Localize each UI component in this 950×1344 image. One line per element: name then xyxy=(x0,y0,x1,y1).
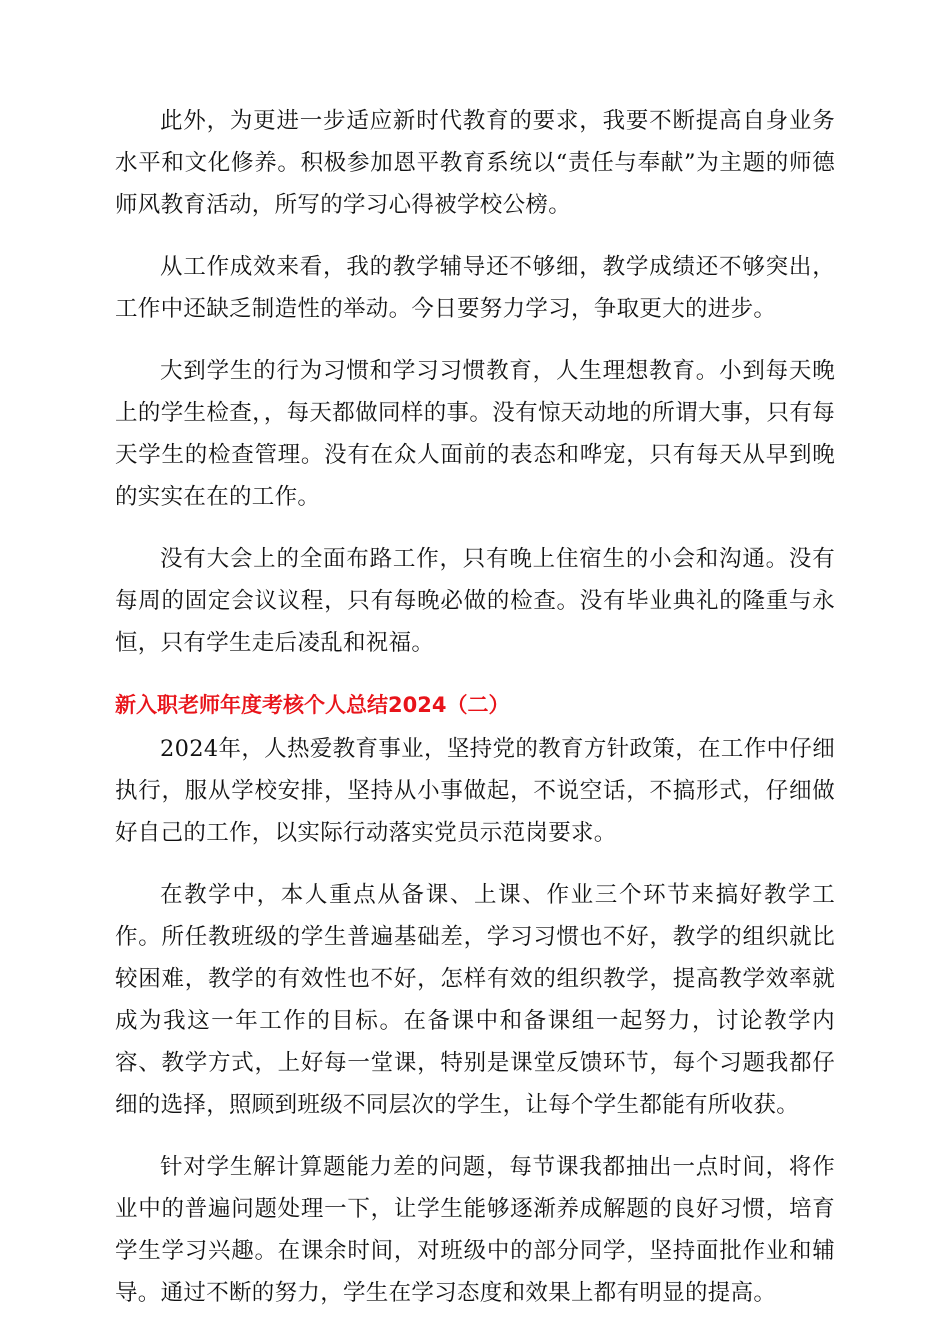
paragraph-daily-education: 大到学生的行为习惯和学习习惯教育，人生理想教育。小到每天晚上的学生检查，，每天都做同样的事。没有惊天动地的所谓大事，只有每天学生的检查管理。没有在众人面前的表态和哗宠，只有每天从早到晚的实实在在的工作。 xyxy=(115,358,835,510)
paragraph-year-summary: 2024年，人热爱教育事业，坚持党的教育方针政策，在工作中仔细执行，服从学校安排，坚持从小事做起，不说空话，不搞形式，仔细做好自己的工作，以实际行动落实党员示范岗要求。 xyxy=(115,736,835,846)
paragraph-student-improvement: 针对学生解计算题能力差的问题，每节课我都抽出一点时间，将作业中的普遍问题处理一下，让学生能够逐渐养成解题的良好习惯，培育学生学习兴趣。在课余时间，对班级中的部分同学，坚持面批作业和辅导。通过不断的努力，学生在学习态度和效果上都有明显的提高。 xyxy=(115,1154,835,1306)
document-body xyxy=(115,100,835,1334)
paragraph-further-improvement: 此外，为更进一步适应新时代教育的要求，我要不断提高自身业务水平和文化修养。积极参加恩平教育系统以“责任与奉献”为主题的师德师风教育活动，所写的学习心得被学校公榜。 xyxy=(115,108,835,218)
paragraph-teaching-work: 在教学中，本人重点从备课、上课、作业三个环节来搞好教学工作。所任教班级的学生普遍基础差，学习习惯也不好，教学的组织就比较困难，教学的有效性也不好，怎样有效的组织教学，提高教学效率就成为我这一年工作的目标。在备课中和备课组一起努力，讨论教学内容、教学方式，上好每一堂课，特别是课堂反馈环节，每个习题我都仔细的选择，照顾到班级不同层次的学生，让每个学生都能有所收获。 xyxy=(115,882,835,1118)
paragraph-work-results: 从工作成效来看，我的教学辅导还不够细，教学成绩还不够突出，工作中还缺乏制造性的举动。今日要努力学习，争取更大的进步。 xyxy=(115,254,835,322)
section-heading: 新入职老师年度考核个人总结2024（二） xyxy=(115,693,510,717)
paragraph-daily-communication: 没有大会上的全面布路工作，只有晚上住宿生的小会和沟通。没有每周的固定会议议程，只有每晚必做的检查。没有毕业典礼的隆重与永恒，只有学生走后凌乱和祝福。 xyxy=(115,546,835,656)
